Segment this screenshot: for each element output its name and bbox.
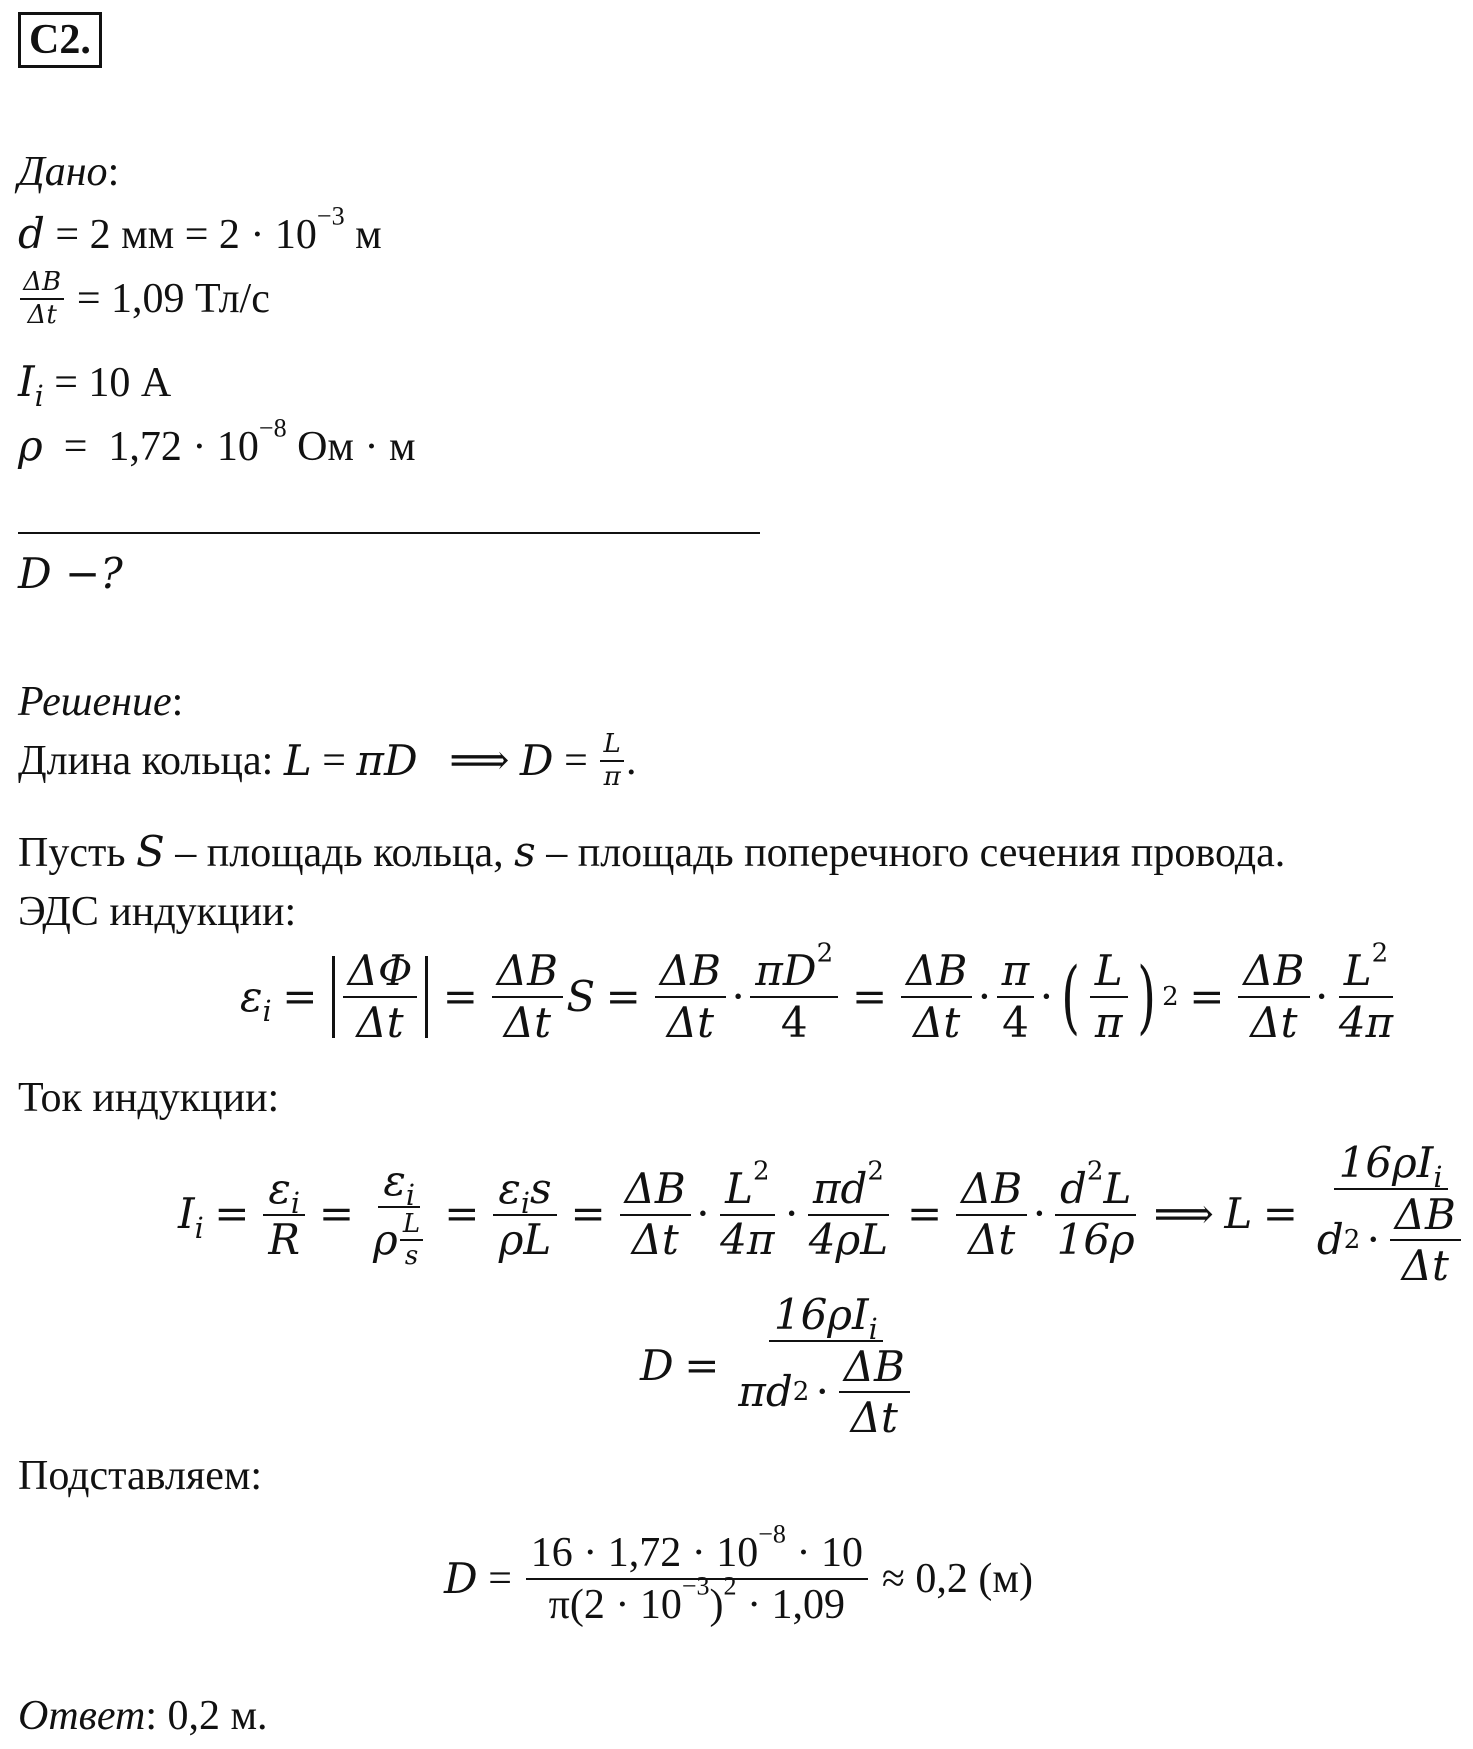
numeric-equation: D = $\frac{16 \cdot 1,72 \cdot 10^{-8} \cdot 10}{\pi(2 \cdot 10^{-3})^2 \cdot 1,09}$ ≈ 0,2 (м) (444, 1519, 1033, 1628)
problem-number-badge: C2. (18, 12, 102, 68)
definitions-line: Пусть S – площадь кольца, s – площадь поперечного сечения провода. (18, 827, 1286, 876)
emf-equation: $\varepsilon_i$ = $\frac{\Delta\Phi}{\Delta t}$ = $\frac{\Delta B}{\Delta t}$ S = $\frac{\Delta B}{\Delta t}$ · $\frac{\pi D^2}{4}$ = $\frac{\Delta B}{\Delta t}$ · $\frac{\pi}{4}$ · ( $\frac{L}{\pi}$ ) 2 = $\frac{\Delta B}{\Delta t}$ · $\frac{L^2}{4\pi}$ (240, 938, 1394, 1047)
solution-heading: Решение: (18, 679, 184, 725)
current-equation: $I_i$ = $\frac{\varepsilon_i}{R}$ = $\varepsilon_i$ ρ $\frac{L}{s}$ = $\frac{\varepsilon_is}{\rho L}$ = $\frac{\Delta B}{\Delta t}$ · $\frac{L^2}{4\pi}$ · $\frac{\pi d^2}{4\rho L}$ = $\frac{\Delta B}{\Delta t}$ · $\frac{d^2L}{16\rho}$ ⟹ L = $16\rho I_i$ d 2 · $\frac{\Delta B}{\Delta t}$ (178, 1140, 1473, 1289)
substitute-label: Подставляем: (18, 1453, 263, 1499)
answer-line: Ответ: 0,2 м. (18, 1693, 268, 1739)
current-label: Ток индукции: (18, 1075, 280, 1121)
emf-label: ЭДС индукции: (18, 889, 297, 935)
given-current: $I_i = 10$ А (18, 357, 172, 413)
find-line: D −? (18, 549, 123, 598)
diameter-formula: D = $16\rho I_i$ πd 2 · $\frac{\Delta B}{\Delta t}$ (640, 1292, 922, 1441)
given-dbdt: $\frac{\Delta B}{\Delta t}$ = 1,09 Тл/с (18, 268, 270, 329)
given-divider (18, 532, 760, 534)
given-d: d = 2 мм = $2 \cdot 10^{-3}$ м (18, 201, 382, 258)
given-heading: Дано: (18, 149, 120, 195)
ring-length-line: Длина кольца: L = πD ⟹ D = $\frac{L}{\pi}$ . (18, 729, 637, 792)
given-resistivity: $\rho = 1,72 \cdot 10^{-8}$ Ом · м (18, 413, 416, 470)
